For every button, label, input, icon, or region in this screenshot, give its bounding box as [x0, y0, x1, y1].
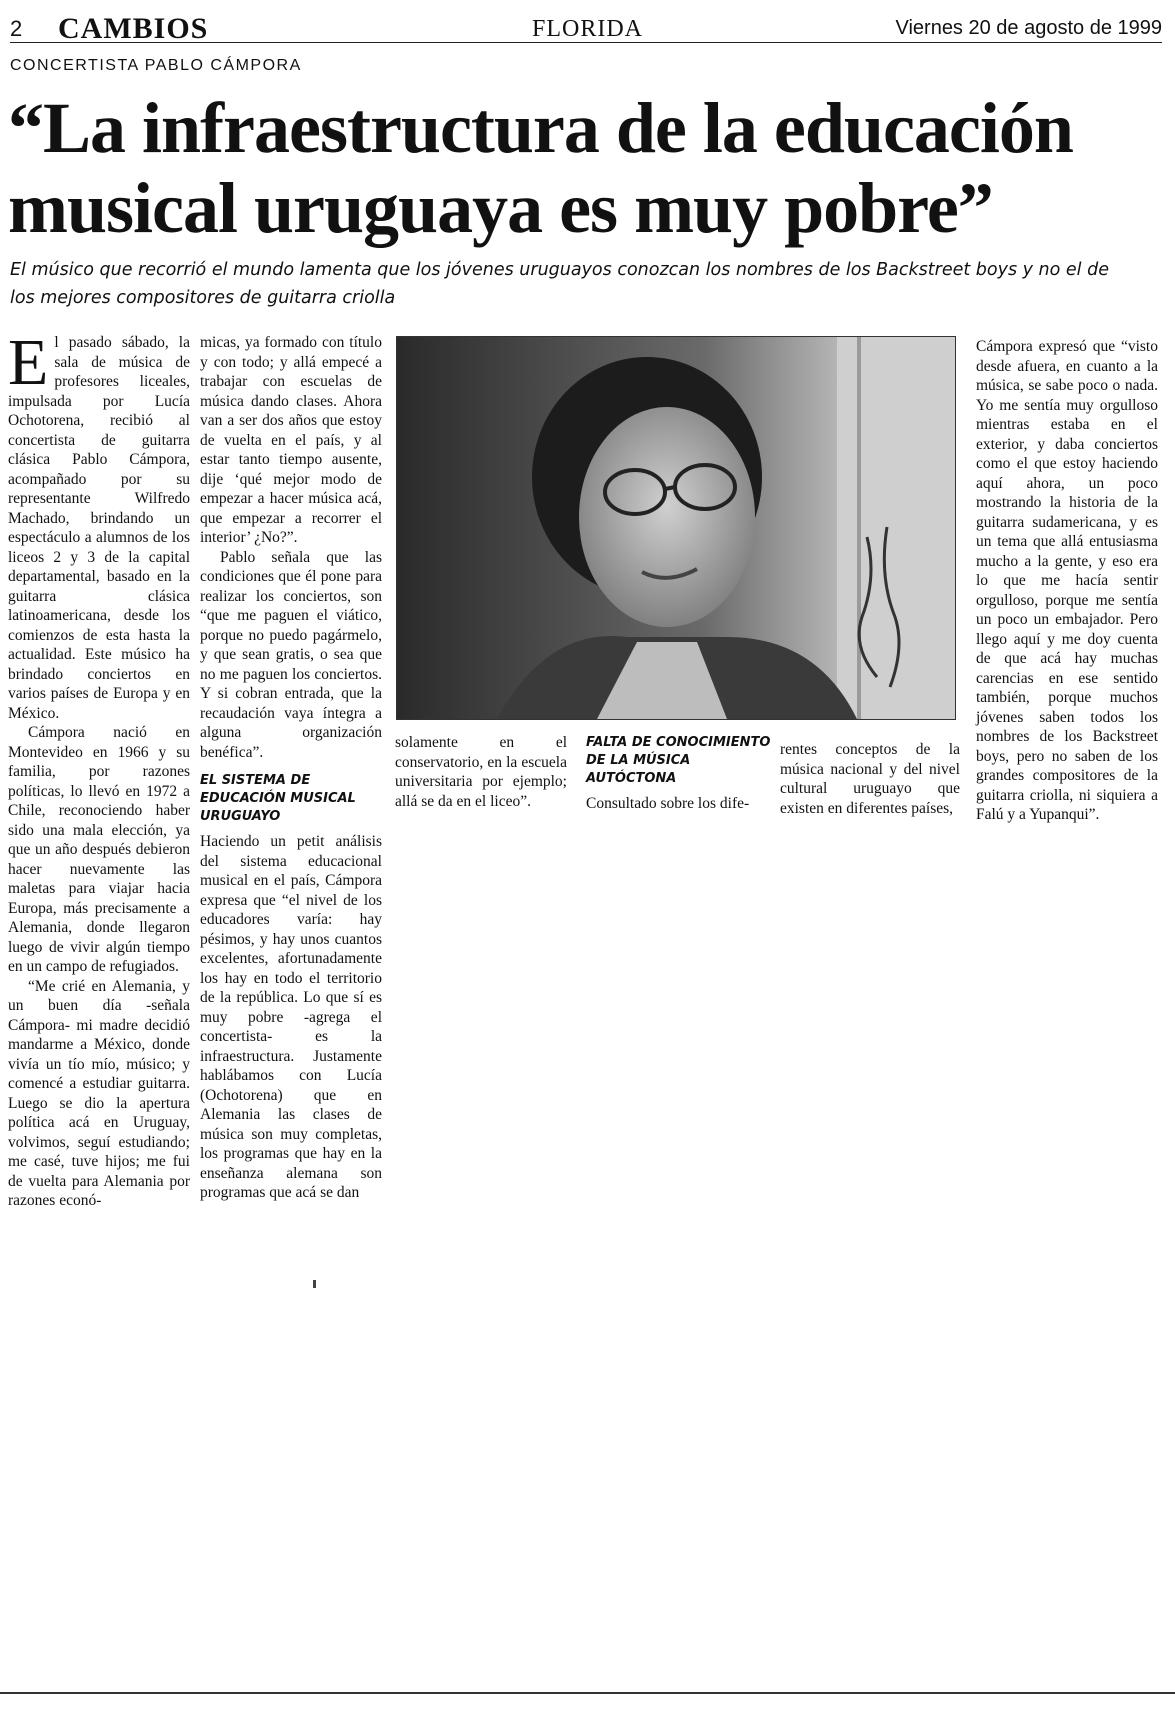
paragraph: Pablo señala que las condiciones que él pone para realizar los conciertos, son “que me paguen el viático, porque no puedo pagármelo, y que sean gratis, o sea que no me paguen los conciertos. Y si cobran entrada, que la recaudación vaya íntegra a alguna organización benéfica”. [200, 548, 382, 761]
kicker: CONCERTISTA PABLO CÁMPORA [10, 57, 302, 74]
paragraph: solamente en el conservatorio, en la escuela universitaria por ejemplo; allá se da en el liceo”. [395, 734, 567, 810]
column-3 [395, 733, 567, 811]
paragraph: Consultado sobre los dife- [586, 795, 750, 812]
masthead-rule [10, 42, 1162, 43]
headline: “La infraestructura de la educación musical uruguaya es muy pobre” [8, 88, 1073, 248]
column-1 [8, 326, 190, 1211]
issue-date: Viernes 20 de agosto de 1999 [895, 17, 1162, 39]
paragraph: micas, ya formado con título y con todo; y allá empecé a trabajar con escuelas de música dando clases. Ahora van a ser dos años que estoy de vuelta en el país, y al estar tanto tiempo ausente, dije ‘qué mejor modo de empezar a hacer música acá, que empezar a recorrer el interior’ ¿No?”. [200, 334, 382, 546]
paragraph: Cámpora nació en Montevideo en 1966 y su familia, por razones políticas, lo llevó en 1972 a Chile, reconociendo haber sido una mala elección, ya que un año después debieron hacer nuevamente las maletas para viajar hacia Europa, más precisamente a Alemania, donde llegaron luego de vivir algún tiempo en un campo de refugiados. [8, 724, 190, 975]
column-6 [976, 337, 1158, 825]
column-4 [586, 734, 776, 814]
paper-name: CAMBIOS [58, 12, 209, 45]
subhead: FALTA DE CONOCIMIENTO DE LA MÚSICA AUTÓCTONA [586, 735, 771, 786]
column-5 [780, 740, 960, 818]
paragraph: rentes conceptos de la música nacional y del nivel cultural uruguayo que existen en diferentes países, [780, 741, 960, 817]
portrait-photo [396, 336, 956, 720]
drop-cap: E [8, 326, 49, 399]
page-number: 2 [10, 16, 23, 41]
paragraph: Haciendo un petit análisis del sistema educacional musical en el país, Cámpora expresa que “el nivel de los educadores varía: hay pésimos, y hay unos cuantos excelentes, afortunadamente los hay en todo el territorio de la república. Lo que sí es muy pobre -agrega el concertista- es la infraestructura. Justamente hablábamos con Lucía (Ochotorena) que en Alemania las clases de música son muy completas, los programas que hay en la enseñanza alemana son programas que acá se dan [200, 833, 382, 1201]
print-speck [313, 1280, 316, 1288]
paragraph: Cámpora expresó que “visto desde afuera, en cuanto a la música, se sabe poco o nada. Yo me sentía muy orgulloso mientras estaba en el exterior, y daba conciertos como el que estoy haciendo aquí ahora, un poco mostrando la historia de la guitarra sudamericana, y es un tema que allá entusiasma mucho a la gente, y eso era lo que me hacía sentir orgulloso, porque me sentía un poco un embajador. Pero llego aquí y me doy cuenta de que acá hay muchas carencias en ese sentido también, porque muchos jóvenes saben todos los nombres de los Backstreet boys, pero no saben de los grandes compositores de la guitarra criolla, ni siquiera a Falú y a Yupanqui”. [976, 338, 1158, 823]
paragraph: El pasado sábado, la sala de música de profesores liceales, impulsada por Lucía Ochotorena, recibió al concertista de guitarra clásica Pablo Cámpora, acompañado por su representante Wilfredo Machado, brindando un espectáculo a alumnos de los liceos 2 y 3 de la capital departamental, basado en la guitarra clásica latinoamericana, desde los comienzos de esta hasta la actualidad. Este músico ha brindado conciertos en varios países de Europa y en México. [8, 326, 190, 722]
bottom-rule [0, 1692, 1175, 1694]
deck: El músico que recorrió el mundo lamenta que los jóvenes uruguayos conozcan los nombres de los Backstreet boys y no el de los mejores compositores de guitarra criolla [10, 260, 1109, 308]
masthead [10, 14, 1162, 46]
paragraph: “Me crié en Alemania, y un buen día -señala Cámpora- mi madre decidió mandarme a México, donde vivía un tío mío, músico; y comencé a estudiar guitarra. Luego se dio la apertura política acá en Uruguay, volvimos, seguí estudiando; me casé, tuve hijos; me fui de vuelta para Alemania por razones econó- [8, 977, 190, 1209]
subhead: EL SISTEMA DE EDUCACIÓN MUSICAL URUGUAYO [200, 773, 356, 824]
section-name: FLORIDA [532, 16, 644, 42]
portrait-photo-icon [397, 337, 955, 719]
column-2 [200, 333, 382, 1203]
